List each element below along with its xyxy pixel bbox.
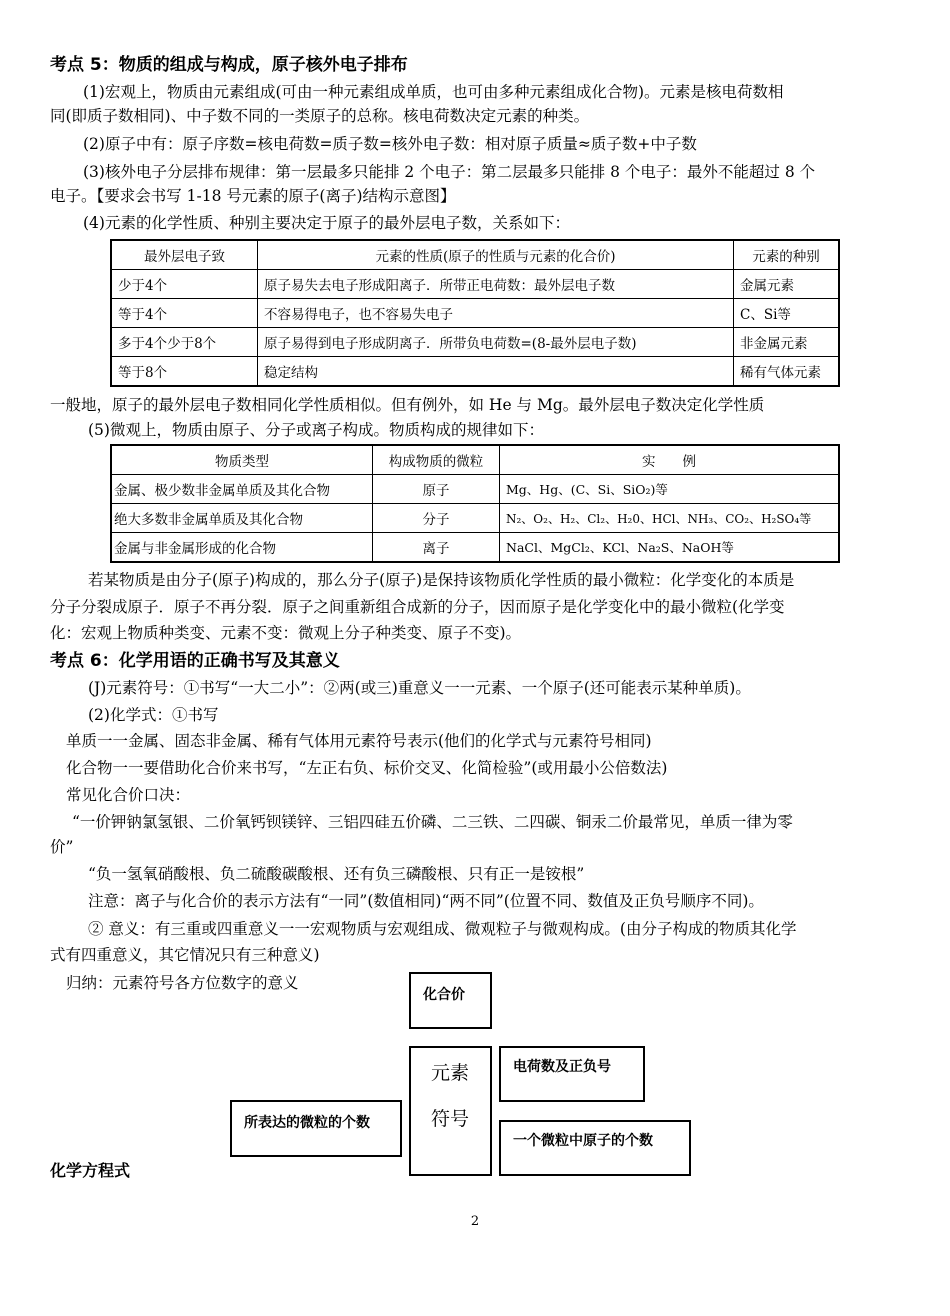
atom-count-box — [499, 1120, 691, 1176]
section5-p7b: 分子分裂成原子．原子不再分裂．原子之间重新组合成新的分子，因而原子是化学变化中的最小微粒(化学变 — [50, 598, 785, 616]
table-cell: 原子易失去电子形成阳离子．所带正电荷数：最外层电子数 — [258, 270, 734, 299]
table-cell: 不容易得电子，也不容易失电子 — [258, 299, 734, 328]
section5-title: 考点 5：物质的组成与构成，原子核外电子排布 — [50, 55, 408, 75]
substance-structure-table — [110, 444, 840, 563]
table-cell: 非金属元素 — [734, 328, 840, 357]
charge-box — [499, 1046, 645, 1102]
table-cell: 稳定结构 — [258, 357, 734, 387]
table-row — [111, 328, 839, 357]
table-cell: 原子 — [373, 475, 500, 504]
valence-box — [409, 972, 492, 1029]
table-cell: NaCl、MgCl₂、KCl、Na₂S、NaOH等 — [500, 533, 840, 563]
section5-p5: 一般地，原子的最外层电子数相同化学性质相似。但有例外，如 He 与 Mg。最外层电子数决定化学性质 — [50, 396, 765, 414]
table-header-cell: 元素的性质(原子的性质与元素的化合价) — [258, 240, 734, 270]
section6-line8: 注意：离子与化合价的表示方法有“一同”(数值相同)“两不同”(位置不同、数值及正负号顺序不同)。 — [88, 892, 764, 910]
element-symbol-box — [409, 1046, 492, 1176]
table-header-cell: 物质类型 — [111, 445, 373, 475]
section5-p2: (2)原子中有：原子序数=核电荷数=质子数=核外电子数：相对原子质量≈质子数+中子数 — [83, 135, 697, 153]
section6-line2: (2)化学式：①书写 — [88, 706, 219, 724]
particle-count-label: 所表达的微粒的个数 — [244, 1115, 370, 1131]
section6-title: 考点 6：化学用语的正确书写及其意义 — [50, 651, 340, 671]
table-cell: 绝大多数非金属单质及其化合物 — [111, 504, 373, 533]
section6-line9b: 式有四重意义，其它情况只有三种意义) — [50, 946, 320, 964]
electron-property-table — [110, 239, 840, 387]
table-header-row — [111, 445, 839, 475]
table-row — [111, 533, 839, 563]
table-cell: 少于4个 — [111, 270, 258, 299]
section7-title: 化学方程式 — [50, 1161, 131, 1180]
table-cell: 金属与非金属形成的化合物 — [111, 533, 373, 563]
table-cell: 金属元素 — [734, 270, 840, 299]
table-cell: 金属、极少数非金属单质及其化合物 — [111, 475, 373, 504]
section5-p1a: (1)宏观上，物质由元素组成(可由一种元素组成单质，也可由多种元素组成化合物)。元素是核电荷数相 — [83, 83, 784, 101]
table-header-cell: 构成物质的微粒 — [373, 445, 500, 475]
section5-p3b: 电子。【要求会书写 1-18 号元素的原子(离子)结构示意图】 — [50, 187, 456, 205]
table-cell: 原子易得到电子形成阴离子．所带负电荷数=(8-最外层电子数) — [258, 328, 734, 357]
table-row — [111, 475, 839, 504]
table-cell: C、Si等 — [734, 299, 840, 328]
table-cell: 离子 — [373, 533, 500, 563]
table-cell: Mg、Hg、(C、Si、SiO₂)等 — [500, 475, 840, 504]
table-row — [111, 357, 839, 387]
section5-p1b: 同(即质子数相同)、中子数不同的一类原子的总称。核电荷数决定元素的种类。 — [50, 107, 590, 125]
element-symbol-bottom: 符号 — [431, 1108, 470, 1130]
section5-p7c: 化：宏观上物质种类变、元素不变：微观上分子种类变、原子不变)。 — [50, 624, 522, 642]
section6-line9a: ② 意义：有三重或四重意义一一宏观物质与宏观组成、微观粒子与微观构成。(由分子构成的物质其化学 — [88, 920, 797, 938]
section6-line1: (J)元素符号：①书写“一大二小”：②两(或三)重意义一一元素、一个原子(还可能表示某种单质)。 — [88, 679, 751, 697]
table-cell: 稀有气体元素 — [734, 357, 840, 387]
table-row — [111, 504, 839, 533]
section6-line5: 常见化合价口决： — [66, 786, 191, 804]
particle-count-box — [230, 1100, 402, 1157]
charge-label: 电荷数及正负号 — [513, 1059, 611, 1075]
section5-p4: (4)元素的化学性质、种别主要决定于原子的最外层电子数，关系如下： — [83, 214, 570, 232]
table-header-cell: 实 例 — [500, 445, 840, 475]
table-row — [111, 270, 839, 299]
page-number: 2 — [470, 1214, 480, 1229]
section6-line7: “负一氢氧硝酸根、负二硫酸碳酸根、还有负三磷酸根、只有正一是铵根” — [88, 865, 585, 883]
table-header-cell: 最外层电子致 — [111, 240, 258, 270]
table-cell: 分子 — [373, 504, 500, 533]
table-cell: 等于8个 — [111, 357, 258, 387]
section6-line6a: “一价钾钠氯氢银、二价氧钙钡镁锌、三铝四硅五价磷、二三铁、二四碳、铜汞二价最常见，单质一律为零 — [72, 813, 793, 831]
table-header-cell: 元素的种别 — [734, 240, 840, 270]
element-symbol-top: 元素 — [431, 1062, 470, 1084]
valence-label: 化合价 — [423, 987, 465, 1003]
section6-line10: 归纳：元素符号各方位数字的意义 — [66, 974, 299, 992]
section5-p3a: (3)核外电子分层排布规律：第一层最多只能排 2 个电子：第二层最多只能排 8 个电子：最外不能超过 8 个 — [83, 163, 816, 181]
section6-line6b: 价” — [50, 838, 74, 856]
atom-count-label: 一个微粒中原子的个数 — [513, 1133, 653, 1149]
table-header-row — [111, 240, 839, 270]
table-cell: 多于4个少于8个 — [111, 328, 258, 357]
section5-p7a: 若某物质是由分子(原子)构成的，那么分子(原子)是保持该物质化学性质的最小微粒：化学变化的本质是 — [88, 571, 795, 589]
table-row — [111, 299, 839, 328]
section6-line3: 单质一一金属、固态非金属、稀有气体用元素符号表示(他们的化学式与元素符号相同) — [66, 732, 652, 750]
section5-p6: (5)微观上，物质由原子、分子或离子构成。物质构成的规律如下： — [88, 421, 544, 439]
table-cell: N₂、O₂、H₂、Cl₂、H₂0、HCl、NH₃、CO₂、H₂SO₄等 — [500, 504, 840, 533]
section6-line4: 化合物一一要借助化合价来书写，“左正右负、标价交叉、化简检验”(或用最小公倍数法) — [66, 759, 668, 777]
table-cell: 等于4个 — [111, 299, 258, 328]
